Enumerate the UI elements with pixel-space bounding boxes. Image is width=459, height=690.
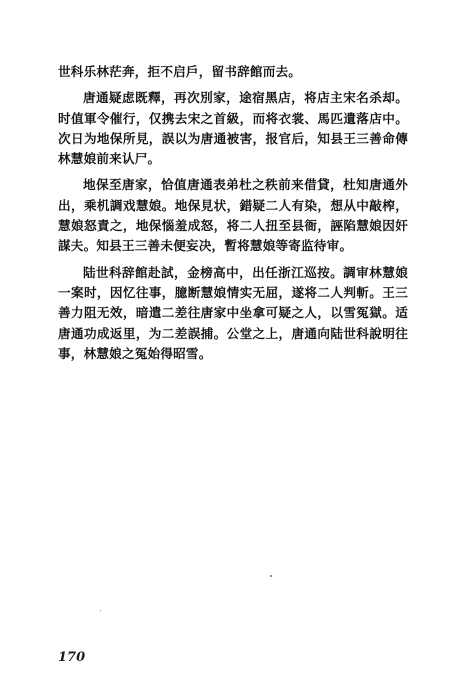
paragraph-3: 地保至唐家，恰值唐通表弟杜之秩前来借貸，杜知唐通外出，乘机調戏慧娘。地保見状，錯疑二人有染，想从中敲榨，慧娘怒責之，地保惱羞成怒，将二人扭至县衙，誣陷慧娘因奸謀夫。知县王三善未便妄决，暫将慧娘等寄监待审。 [58,177,408,254]
paragraph-4: 陆世科辞館赴試，金榜高中，出任浙江巡按。調审林慧娘一案时，因忆往事，臆断慧娘情实无屈，遂将二人判斬。王三善力阻无效，暗遣二差往唐家中坐拿可疑之人，以雪冤獄。适唐通功成返里，为二差誤捕。公堂之上，唐通向陆世科說明往事，林慧娘之冤始得昭雪。 [58,264,408,361]
body-text [58,62,408,364]
paragraph-2: 唐通疑虑既釋，再次別家，途宿黑店，将店主宋名杀却。时值軍令催行，仅携去宋之首級，而将衣裳、馬匹遺落店中。次日为地保所見，誤以为唐通被害，报官后，知县王三善命傳林慧娘前来认尸。 [58,90,408,167]
scan-speck [270,575,272,577]
paragraph-1: 世科乐林茫奔，拒不启戶，留书辞館而去。 [58,64,302,79]
scan-speck [100,610,101,611]
page-number: 170 [58,650,86,665]
